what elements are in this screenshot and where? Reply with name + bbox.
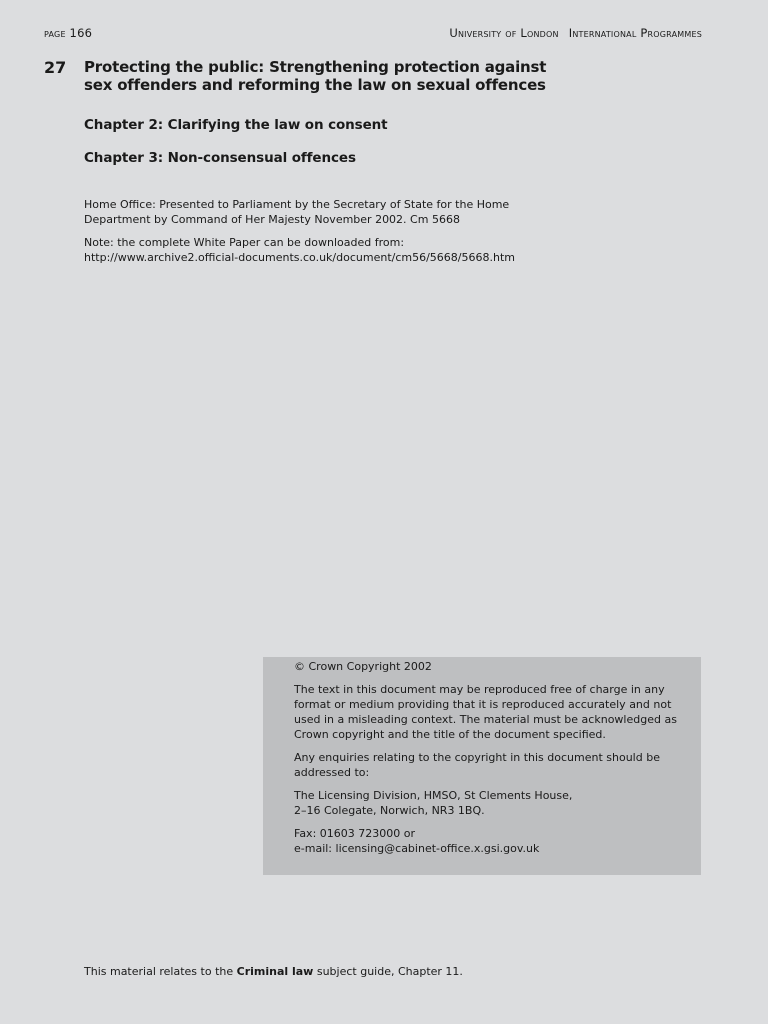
email-address: e-mail: licensing@cabinet-office.x.gsi.gov.uk (294, 842, 540, 855)
source-line: Department by Command of Her Majesty November 2002. Cm 5668 (84, 213, 460, 226)
copyright-title: © Crown Copyright 2002 (294, 660, 432, 673)
chapter-heading-3: Chapter 3: Non-consensual offences (84, 150, 356, 166)
address-line: The Licensing Division, HMSO, St Clements House, (294, 789, 573, 802)
copyright-contact (294, 826, 681, 856)
chapter-heading-2: Chapter 2: Clarifying the law on consent (84, 117, 388, 133)
address-line: 2–16 Colegate, Norwich, NR3 1BQ. (294, 804, 485, 817)
source-line: Home Office: Presented to Parliament by the Secretary of State for the Home (84, 198, 510, 211)
running-header (449, 26, 702, 40)
reading-number: 27 (44, 58, 67, 77)
copyright-enquiries: Any enquiries relating to the copyright in this document should be addressed to: (294, 751, 660, 779)
institution-name: University of London (449, 26, 559, 40)
reading-title: Protecting the public: Strengthening protection against sex offenders and reforming the law on sexual offences (84, 58, 547, 94)
footer-prefix: This material relates to the (84, 965, 237, 978)
footer-note (84, 965, 463, 978)
download-url: http://www.archive2.official-documents.co.uk/document/cm56/5668/5668.htm (84, 251, 515, 264)
copyright-paragraph: The text in this document may be reproduced free of charge in any format or medium providing that it is reproduced accurately and not used in a misleading context. The material must be acknowledged as Crown copyright and the title of the document specified. (294, 683, 677, 741)
programme-name: International Programmes (568, 26, 702, 40)
copyright-address (294, 788, 681, 818)
copyright-box (263, 657, 701, 875)
source-citation (84, 197, 544, 227)
subject-guide-name: Criminal law (236, 965, 314, 978)
note-text: Note: the complete White Paper can be downloaded from: (84, 236, 405, 249)
footer-suffix: subject guide, Chapter 11. (313, 965, 463, 978)
page-number: page 166 (44, 26, 93, 40)
fax-number: Fax: 01603 723000 or (294, 827, 415, 840)
download-note (84, 235, 564, 265)
